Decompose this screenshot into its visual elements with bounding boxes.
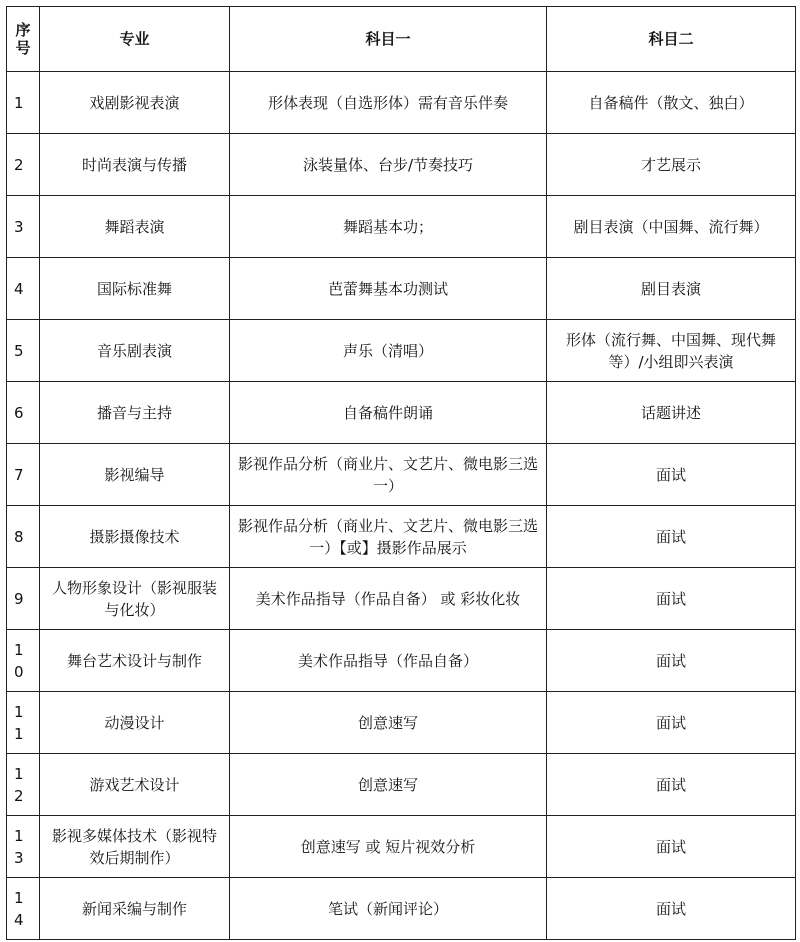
row-no: 11 <box>7 692 40 754</box>
exam-subjects-table <box>6 6 796 940</box>
row-major: 摄影摄像技术 <box>40 506 230 568</box>
row-subject1: 声乐（清唱） <box>230 320 547 382</box>
row-major: 新闻采编与制作 <box>40 878 230 940</box>
row-no: 7 <box>7 444 40 506</box>
row-subject1: 影视作品分析（商业片、文艺片、微电影三选一）【或】摄影作品展示 <box>230 506 547 568</box>
row-subject1: 芭蕾舞基本功测试 <box>230 258 547 320</box>
table-row <box>7 444 796 506</box>
table-row <box>7 568 796 630</box>
row-subject1: 自备稿件朗诵 <box>230 382 547 444</box>
header-no: 序号 <box>7 7 40 72</box>
row-subject2: 面试 <box>547 568 796 630</box>
row-major: 戏剧影视表演 <box>40 72 230 134</box>
row-no: 9 <box>7 568 40 630</box>
row-subject2: 面试 <box>547 630 796 692</box>
row-major: 舞台艺术设计与制作 <box>40 630 230 692</box>
table-row <box>7 382 796 444</box>
row-no: 2 <box>7 134 40 196</box>
row-subject2: 面试 <box>547 816 796 878</box>
table-row <box>7 816 796 878</box>
row-subject2: 才艺展示 <box>547 134 796 196</box>
row-major: 影视多媒体技术（影视特效后期制作） <box>40 816 230 878</box>
row-major: 国际标准舞 <box>40 258 230 320</box>
row-major: 时尚表演与传播 <box>40 134 230 196</box>
table-row <box>7 134 796 196</box>
row-subject1: 美术作品指导（作品自备） <box>230 630 547 692</box>
header-subject1: 科目一 <box>230 7 547 72</box>
row-subject2: 面试 <box>547 754 796 816</box>
table-row <box>7 196 796 258</box>
row-no: 10 <box>7 630 40 692</box>
table-row <box>7 258 796 320</box>
table-row <box>7 692 796 754</box>
row-subject2: 面试 <box>547 878 796 940</box>
row-subject2: 话题讲述 <box>547 382 796 444</box>
row-no: 5 <box>7 320 40 382</box>
table-row <box>7 754 796 816</box>
row-no: 4 <box>7 258 40 320</box>
row-subject1: 形体表现（自选形体）需有音乐伴奏 <box>230 72 547 134</box>
row-no: 6 <box>7 382 40 444</box>
table-row <box>7 72 796 134</box>
row-subject2: 自备稿件（散文、独白） <box>547 72 796 134</box>
table-row <box>7 630 796 692</box>
header-subject2: 科目二 <box>547 7 796 72</box>
row-subject1: 笔试（新闻评论） <box>230 878 547 940</box>
row-subject1: 影视作品分析（商业片、文艺片、微电影三选一） <box>230 444 547 506</box>
table-row <box>7 506 796 568</box>
row-subject1: 美术作品指导（作品自备） 或 彩妆化妆 <box>230 568 547 630</box>
row-no: 3 <box>7 196 40 258</box>
row-subject2: 面试 <box>547 444 796 506</box>
row-no: 14 <box>7 878 40 940</box>
row-no: 1 <box>7 72 40 134</box>
row-major: 影视编导 <box>40 444 230 506</box>
row-subject1: 创意速写 <box>230 754 547 816</box>
row-no: 12 <box>7 754 40 816</box>
row-subject1: 创意速写 或 短片视效分析 <box>230 816 547 878</box>
row-subject2: 剧目表演 <box>547 258 796 320</box>
row-major: 动漫设计 <box>40 692 230 754</box>
row-subject2: 形体（流行舞、中国舞、现代舞等）/小组即兴表演 <box>547 320 796 382</box>
row-major: 舞蹈表演 <box>40 196 230 258</box>
row-subject1: 泳装量体、台步/节奏技巧 <box>230 134 547 196</box>
row-major: 音乐剧表演 <box>40 320 230 382</box>
header-major: 专业 <box>40 7 230 72</box>
row-no: 8 <box>7 506 40 568</box>
row-subject1: 创意速写 <box>230 692 547 754</box>
row-subject2: 剧目表演（中国舞、流行舞） <box>547 196 796 258</box>
table-row <box>7 320 796 382</box>
row-major: 播音与主持 <box>40 382 230 444</box>
table-row <box>7 878 796 940</box>
row-subject2: 面试 <box>547 506 796 568</box>
row-major: 人物形象设计（影视服装与化妆） <box>40 568 230 630</box>
row-no: 13 <box>7 816 40 878</box>
row-subject2: 面试 <box>547 692 796 754</box>
header-row <box>7 7 796 72</box>
row-subject1: 舞蹈基本功； <box>230 196 547 258</box>
row-major: 游戏艺术设计 <box>40 754 230 816</box>
